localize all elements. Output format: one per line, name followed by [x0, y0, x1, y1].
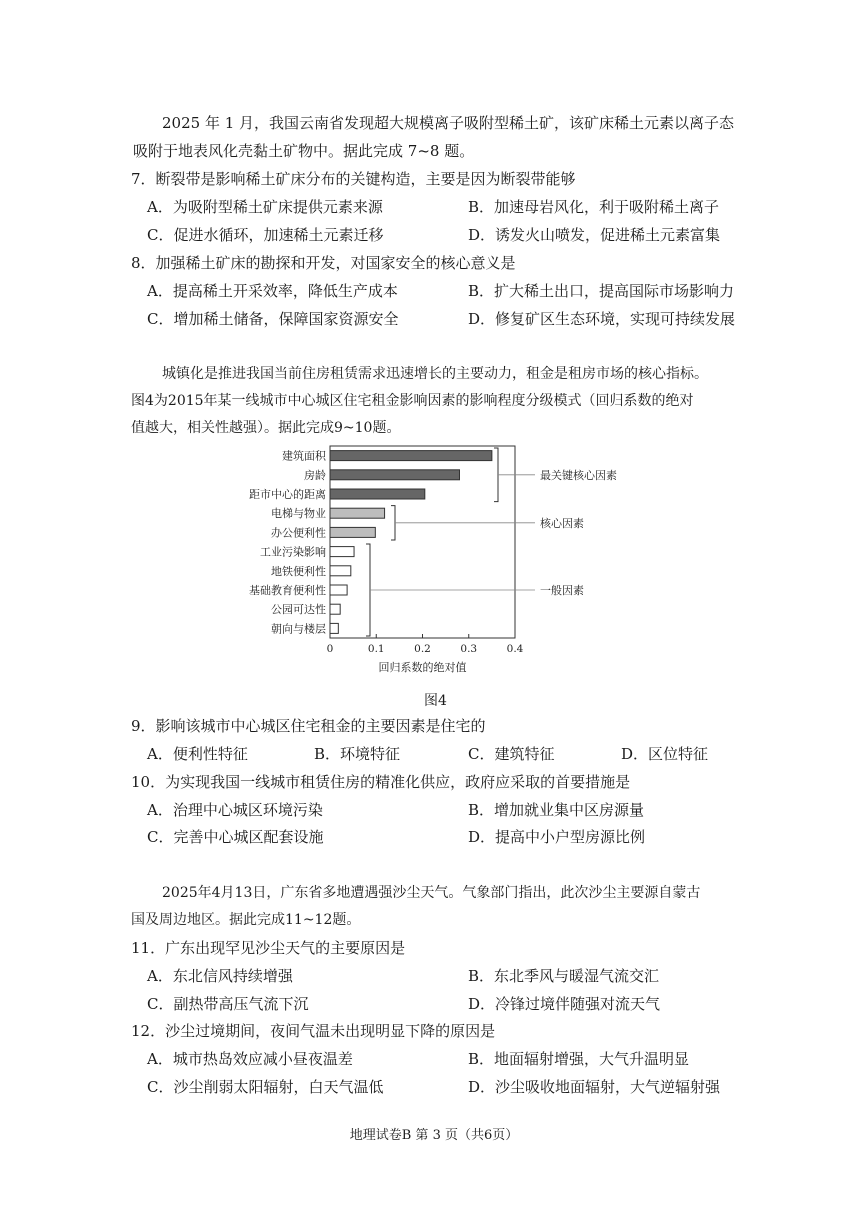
- page-footer: 地理试卷B 第 3 页（共6页）: [349, 1128, 519, 1143]
- question-10-stem: 10．为实现我国一线城市租赁住房的精准化供应，政府应采取的首要措施是: [131, 773, 631, 791]
- question-9-option-b: B．环境特征: [314, 745, 401, 763]
- question-8-option-a: A．提高稀土开采效率，降低生产成本: [147, 282, 398, 300]
- question-9-option-c: C．建筑特征: [468, 745, 555, 763]
- x-tick-label: 0.1: [367, 643, 385, 655]
- question-9-option-d: D．区位特征: [621, 745, 709, 763]
- group-label: 最关键核心因素: [540, 468, 617, 482]
- question-11-stem: 11．广东出现罕见沙尘天气的主要原因是: [131, 939, 406, 957]
- question-7-option-b: B．加速母岩风化，利于吸附稀土离子: [468, 198, 720, 216]
- x-tick-label: 0.2: [414, 643, 431, 655]
- question-12-stem: 12．沙尘过境期间，夜间气温未出现明显下降的原因是: [131, 1022, 496, 1040]
- question-10-option-b: B．增加就业集中区房源量: [468, 801, 645, 819]
- category-label: 基础教育便利性: [249, 584, 326, 597]
- question-8-stem: 8．加强稀土矿床的勘探和开发，对国家安全的核心意义是: [131, 254, 516, 272]
- passage-2-line-1: 城镇化是推进我国当前住房租赁需求迅速增长的主要动力，租金是租房市场的核心指标。: [162, 366, 708, 382]
- figure-4-bar-chart: [230, 438, 650, 678]
- x-tick-label: 0.3: [460, 643, 478, 655]
- category-label: 公园可达性: [271, 603, 326, 617]
- question-10-option-a: A．治理中心城区环境污染: [147, 801, 323, 819]
- category-label: 建筑面积: [282, 449, 326, 463]
- bar-9: [330, 604, 340, 614]
- category-label: 地铁便利性: [271, 564, 326, 578]
- passage-3-line-2: 国及周边地区。据此完成11~12题。: [131, 912, 361, 928]
- bar-5: [330, 527, 375, 537]
- question-11-option-c: C．副热带高压气流下沉: [147, 995, 309, 1013]
- bar-3: [330, 489, 425, 499]
- question-7-stem: 7．断裂带是影响稀土矿床分布的关键构造，主要是因为断裂带能够: [131, 170, 576, 188]
- figure-caption: 图4: [424, 693, 447, 709]
- question-11-option-b: B．东北季风与暖湿气流交汇: [468, 967, 660, 985]
- category-label: 电梯与物业: [271, 507, 326, 521]
- bar-7: [330, 566, 351, 576]
- passage-2-line-3: 值越大，相关性越强）。据此完成9~10题。: [131, 420, 401, 436]
- question-12-option-d: D．沙尘吸收地面辐射，大气逆辐射强: [468, 1078, 721, 1096]
- passage-1-line-2: 吸附于地表风化壳黏土矿物中。据此完成 7~8 题。: [133, 142, 475, 160]
- question-9-option-a: A．便利性特征: [147, 745, 248, 763]
- passage-1-line-1: 2025 年 1 月，我国云南省发现超大规模离子吸附型稀土矿，该矿床稀土元素以离子态: [162, 114, 735, 132]
- question-7-option-a: A．为吸附型稀土矿床提供元素来源: [147, 198, 383, 216]
- group-bracket: [494, 448, 498, 502]
- bar-8: [330, 585, 347, 595]
- question-10-option-d: D．提高中小户型房源比例: [468, 828, 646, 846]
- category-label: 工业污染影响: [260, 545, 326, 559]
- category-label: 办公便利性: [271, 526, 326, 540]
- bar-6: [330, 547, 354, 557]
- category-label: 朝向与楼层: [271, 622, 326, 636]
- question-11-option-a: A．东北信风持续增强: [147, 967, 293, 985]
- question-7-option-d: D．诱发火山喷发，促进稀土元素富集: [468, 226, 721, 244]
- category-label: 距市中心的距离: [249, 488, 326, 501]
- group-bracket: [391, 506, 395, 540]
- question-10-option-c: C．完善中心城区配套设施: [147, 828, 324, 846]
- question-8-option-d: D．修复矿区生态环境，实现可持续发展: [468, 310, 736, 328]
- group-bracket: [366, 544, 370, 636]
- bar-10: [330, 623, 338, 633]
- question-11-option-d: D．冷锋过境伴随强对流天气: [468, 995, 661, 1013]
- category-label: 房龄: [304, 468, 326, 482]
- question-8-option-b: B．扩大稀土出口，提高国际市场影响力: [468, 282, 735, 300]
- bar-4: [330, 508, 385, 518]
- question-12-option-a: A．城市热岛效应减小昼夜温差: [147, 1050, 353, 1068]
- question-12-option-b: B．地面辐射增强，大气升温明显: [468, 1050, 690, 1068]
- x-tick-label: 0.4: [506, 643, 524, 655]
- x-tick-label: 0: [326, 643, 334, 655]
- passage-3-line-1: 2025年4月13日，广东省多地遭遇强沙尘天气。气象部门指出，此次沙尘主要源自蒙古: [162, 885, 701, 901]
- x-axis-label: 回归系数的绝对值: [378, 661, 467, 674]
- group-label: 核心因素: [540, 516, 584, 530]
- question-12-option-c: C．沙尘削弱太阳辐射，白天气温低: [147, 1078, 384, 1096]
- bar-2: [330, 470, 460, 480]
- question-9-stem: 9．影响该城市中心城区住宅租金的主要因素是住宅的: [131, 717, 486, 735]
- passage-2-line-2: 图4为2015年某一线城市中心城区住宅租金影响因素的影响程度分级模式（回归系数的绝对: [131, 393, 694, 409]
- bar-1: [330, 451, 492, 461]
- question-7-option-c: C．促进水循环，加速稀土元素迁移: [147, 226, 384, 244]
- group-label: 一般因素: [540, 584, 584, 597]
- question-8-option-c: C．增加稀土储备，保障国家资源安全: [147, 310, 399, 328]
